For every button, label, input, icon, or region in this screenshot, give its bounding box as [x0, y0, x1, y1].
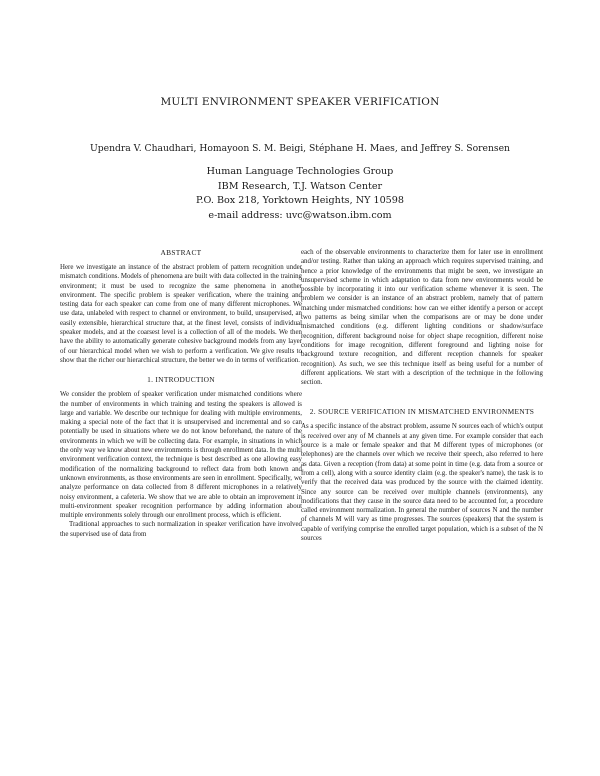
left-column	[60, 248, 302, 539]
introduction-heading: 1. INTRODUCTION	[147, 375, 215, 385]
paper-title: MULTI ENVIRONMENT SPEAKER VERIFICATION	[160, 96, 440, 108]
abstract-heading: ABSTRACT	[160, 248, 202, 257]
section-2-paragraph: As a specific instance of the abstract problem, assume N sources each of which's output is received over any of M channels at any given time. For example consider that each source is a male or female speaker and that M different types of microphones (or telephones) are the channels over which we receive their speech, also referred to here as data. Given a reception (from data) at some point in time (e.g. data from a source or from a cell), along with a source identity claim (e.g. the speaker's name), the task is to verify that the received data was produced by the source with the claimed identity. Since any source can be received over multiple channels (environments), any modifications that they cause in the source data need to be accounted for, a procedure called environment normalization. In general the number of sources N and the number of channels M will vary as time progresses. The sources (speakers) that the system is capable of verifying comprise the enrolled target population, which is a subset of the N sources	[301, 423, 543, 543]
introduction-paragraph: We consider the problem of speaker verification under mismatched conditions where the number of environments in which training and testing the speakers is allowed is large and variable. We describe our technique for dealing with multiple environments, making a special note of the fact that it is unsupervised and incremental and so can potentially be used in situations where we do not know beforehand, the nature of the environments in which we will be collecting data. For example, in situations in which the only way we know about new environments is through enrollment data. In the multi environment verification context, the technique is best described as one allowing easy modification of the normalizing background to reflect data from both known and unknown environments, as those environments are seen in enrollment. Specifically, we analyze performance on data collected from 8 different microphones in a relatively noisy environment, a cafeteria. We show that we are able to obtain an improvement in multi-environment speaker recognition performance by adding information about multiple environments solely through our enrollment process, which is efficient.	[60, 391, 302, 520]
abstract-text: Here we investigate an instance of the abstract problem of pattern recognition under mismatch conditions. Models of phenomena are built with data collected in the training environment; it must be used to recognize the same phenomena in another environment. The specific problem is speaker verification, where the training and testing data for each speaker can come from one of many different microphones. We use data, unlabeled with respect to channel or environment, to build, unsupervised, an easily extensible, hierarchical structure that, at the finest level, consists of individual speaker models, and at the coarsest level is a collection of all of the models. We then have the ability to automatically generate cohesive background models from any layer of our hierarchical model when we wish to perform a verification. We give results to show that the richer our hierarchical structure, the better we do in terms of verification.	[60, 264, 302, 364]
affiliation-group: Human Language Technologies Group	[206, 166, 394, 177]
right-column	[301, 248, 543, 543]
affiliation-org: IBM Research, T.J. Watson Center	[217, 180, 383, 192]
affiliation-address: P.O. Box 218, Yorktown Heights, NY 10598	[195, 195, 404, 206]
author-list: Upendra V. Chaudhari, Homayoon S. M. Beigi, Stéphane H. Maes, and Jeffrey S. Sorensen	[90, 143, 510, 154]
introduction-continuation: each of the observable environments to characterize them for later use in enrollment and/or testing. Rather than taking an approach which requires supervised training, and hence a prior knowledge of the environments that might be seen, we investigate an unsupervised scheme in which adaptation to data from new environments would be possible by incorporating it into our verification scheme whenever it is seen. The problem we consider is an instance of an abstract problem, namely that of pattern matching under mismatched conditions: how can we either identify a person or accept two patterns as being similar when the comparisons are or may be done under mismatched conditions (e.g. different lighting conditions or shadow/surface recognition, different background noise for object shape recognition, different noise conditions for image recognition, different foreground and lighting noise for background texture recognition, and different reception channels for speaker recognition). As such, we see this technique itself as being useful for a number of different applications. We start with a description of the technique in the following section.	[301, 249, 543, 387]
affiliation-email: e-mail address: uvc@watson.ibm.com	[208, 209, 392, 221]
introduction-paragraph: Traditional approaches to such normalization in speaker verification have involved the supervised use of data from	[60, 521, 302, 538]
section-2-heading: 2. SOURCE VERIFICATION IN MISMATCHED ENVIRONMENTS	[309, 407, 535, 417]
affiliation-block	[0, 165, 600, 223]
